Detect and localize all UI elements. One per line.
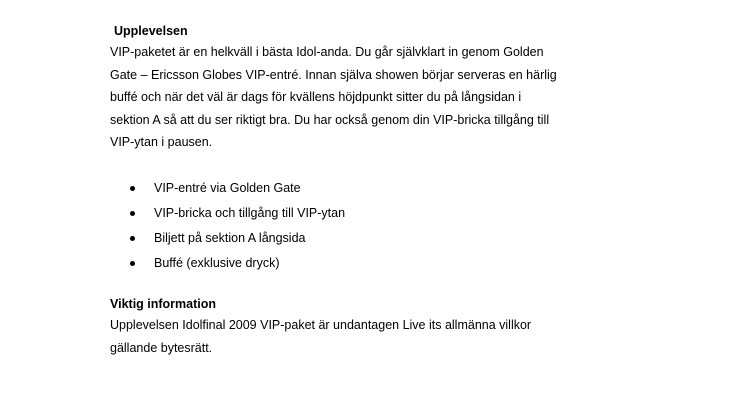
bullet-icon (130, 186, 135, 191)
list-item (110, 201, 710, 226)
list-item-text: Buffé (exklusive dryck) (154, 255, 280, 270)
list-item-text: Biljett på sektion A långsida (154, 230, 306, 245)
paragraph-line: buffé och när det väl är dags för kvällens höjdpunkt sitter du på långsidan i (110, 90, 522, 104)
section-heading-upplevelsen: Upplevelsen (114, 24, 188, 38)
list-item-text: VIP-entré via Golden Gate (154, 180, 301, 195)
list-item (110, 251, 710, 276)
upplevelsen-paragraph (110, 41, 710, 154)
paragraph-line: VIP-ytan i pausen. (110, 135, 213, 149)
paragraph-line: gällande bytesrätt. (110, 340, 213, 355)
spacer (110, 154, 710, 176)
bullet-icon (130, 236, 135, 241)
section-heading-viktig-information: Viktig information (110, 296, 217, 311)
paragraph-line: Upplevelsen Idolfinal 2009 VIP-paket är undantagen Live its allmänna villkor (110, 317, 532, 332)
list-item-text: VIP-bricka och tillgång till VIP-ytan (154, 205, 346, 220)
package-features-list (110, 176, 710, 276)
paragraph-line: VIP-paketet är en helkväll i bästa Idol-anda. Du går självklart in genom Golden (110, 45, 544, 59)
spacer (110, 276, 710, 295)
list-item (110, 226, 710, 251)
document-body (110, 22, 710, 360)
bullet-icon (130, 261, 135, 266)
bullet-icon (130, 211, 135, 216)
viktig-information-paragraph (110, 314, 710, 360)
list-item (110, 176, 710, 201)
paragraph-line: sektion A så att du ser riktigt bra. Du har också genom din VIP-bricka tillgång till (110, 112, 550, 127)
paragraph-line: Gate – Ericsson Globes VIP-entré. Innan själva showen börjar serveras en härlig (110, 67, 557, 82)
